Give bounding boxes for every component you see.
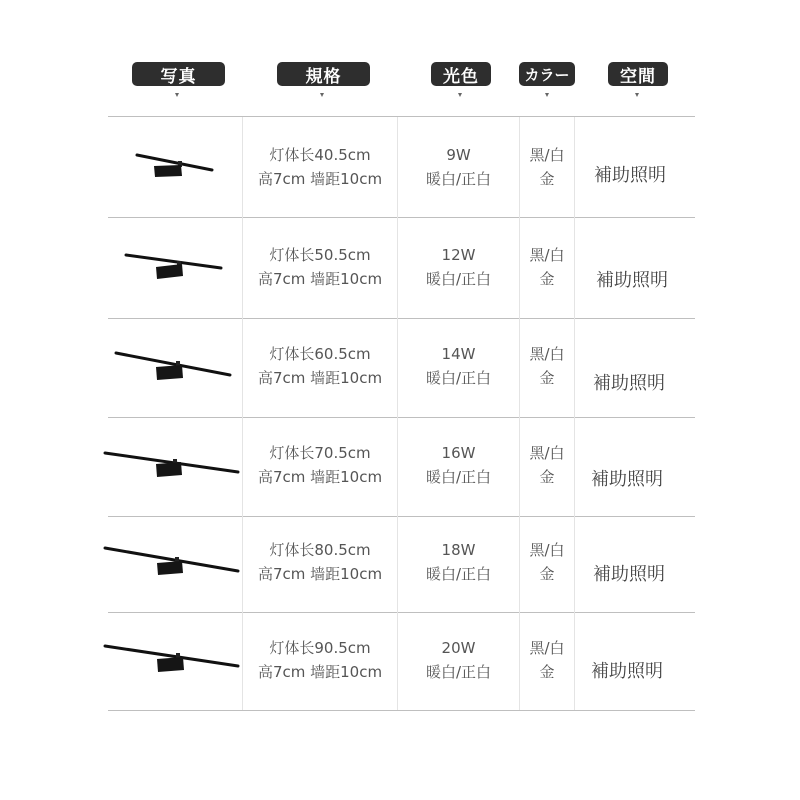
table-row-color xyxy=(520,441,574,489)
wall-mirror-lamp-icon xyxy=(100,533,245,593)
spec-size: 高7cm 墙距10cm xyxy=(257,663,383,681)
table-row-space: 補助照明 xyxy=(593,564,665,585)
color-option-gold: 金 xyxy=(539,663,555,681)
table-row-color xyxy=(520,143,574,191)
spec-size: 高7cm 墙距10cm xyxy=(257,270,383,288)
wattage: 18W xyxy=(441,541,476,559)
wattage: 12W xyxy=(441,246,476,264)
wattage: 9W xyxy=(446,146,471,164)
wattage: 16W xyxy=(441,444,476,462)
table-row-light xyxy=(398,538,519,586)
row-divider xyxy=(108,116,695,117)
light-color: 暖白/正白 xyxy=(425,369,492,387)
table-row-color xyxy=(520,342,574,390)
color-option-gold: 金 xyxy=(539,565,555,583)
spec-length: 灯体长70.5cm xyxy=(269,444,371,462)
spec-length: 灯体长40.5cm xyxy=(269,146,371,164)
table-row-space: 補助照明 xyxy=(591,469,663,490)
color-option-gold: 金 xyxy=(539,170,555,188)
spec-size: 高7cm 墙距10cm xyxy=(257,369,383,387)
table-row-spec xyxy=(243,342,397,390)
table-row-light xyxy=(398,143,519,191)
caret-down-icon xyxy=(320,93,324,97)
column-divider xyxy=(242,117,243,710)
color-option: 黑/白 xyxy=(529,639,565,657)
table-row-spec xyxy=(243,243,397,291)
header-color: カラー xyxy=(519,62,575,86)
table-row-spec xyxy=(243,636,397,684)
table-row-spec xyxy=(243,538,397,586)
spec-size: 高7cm 墙距10cm xyxy=(257,565,383,583)
color-option-gold: 金 xyxy=(539,270,555,288)
row-divider xyxy=(108,417,695,418)
color-option-gold: 金 xyxy=(539,369,555,387)
color-option: 黑/白 xyxy=(529,345,565,363)
table-row-light xyxy=(398,441,519,489)
row-divider xyxy=(108,516,695,517)
color-option: 黑/白 xyxy=(529,146,565,164)
table-row-space: 補助照明 xyxy=(591,661,663,682)
column-divider xyxy=(397,117,398,710)
caret-down-icon xyxy=(545,93,549,97)
light-color: 暖白/正白 xyxy=(425,468,492,486)
wall-mirror-lamp-icon xyxy=(100,630,245,690)
table-row-space: 補助照明 xyxy=(594,165,666,186)
wall-mirror-lamp-icon xyxy=(100,238,245,298)
light-color: 暖白/正白 xyxy=(425,663,492,681)
header-spec: 規格 xyxy=(277,62,370,86)
color-option: 黑/白 xyxy=(529,444,565,462)
header-photo: 写真 xyxy=(132,62,225,86)
table-row-light xyxy=(398,243,519,291)
spec-size: 高7cm 墙距10cm xyxy=(257,170,383,188)
color-option-gold: 金 xyxy=(539,468,555,486)
wattage: 20W xyxy=(441,639,476,657)
column-divider xyxy=(574,117,575,710)
table-row-light xyxy=(398,342,519,390)
light-color: 暖白/正白 xyxy=(425,270,492,288)
color-option: 黑/白 xyxy=(529,541,565,559)
wattage: 14W xyxy=(441,345,476,363)
spec-length: 灯体长60.5cm xyxy=(269,345,371,363)
header-light-color: 光色 xyxy=(431,62,491,86)
wall-mirror-lamp-icon xyxy=(100,437,245,497)
row-divider xyxy=(108,318,695,319)
spec-size: 高7cm 墙距10cm xyxy=(257,468,383,486)
table-row-space: 補助照明 xyxy=(596,270,668,291)
table-row-light xyxy=(398,636,519,684)
wall-mirror-lamp-icon xyxy=(100,337,245,397)
light-color: 暖白/正白 xyxy=(425,565,492,583)
row-divider xyxy=(108,710,695,711)
spec-length: 灯体长80.5cm xyxy=(269,541,371,559)
row-divider xyxy=(108,612,695,613)
row-divider xyxy=(108,217,695,218)
caret-down-icon xyxy=(635,93,639,97)
table-row-spec xyxy=(243,143,397,191)
table-row-spec xyxy=(243,441,397,489)
table-row-color xyxy=(520,243,574,291)
column-divider xyxy=(519,117,520,710)
spec-length: 灯体长50.5cm xyxy=(269,246,371,264)
table-row-color xyxy=(520,538,574,586)
color-option: 黑/白 xyxy=(529,246,565,264)
caret-down-icon xyxy=(175,93,179,97)
caret-down-icon xyxy=(458,93,462,97)
wall-mirror-lamp-icon xyxy=(100,137,245,197)
table-row-space: 補助照明 xyxy=(593,373,665,394)
light-color: 暖白/正白 xyxy=(425,170,492,188)
spec-length: 灯体长90.5cm xyxy=(269,639,371,657)
header-space: 空間 xyxy=(608,62,668,86)
table-row-color xyxy=(520,636,574,684)
